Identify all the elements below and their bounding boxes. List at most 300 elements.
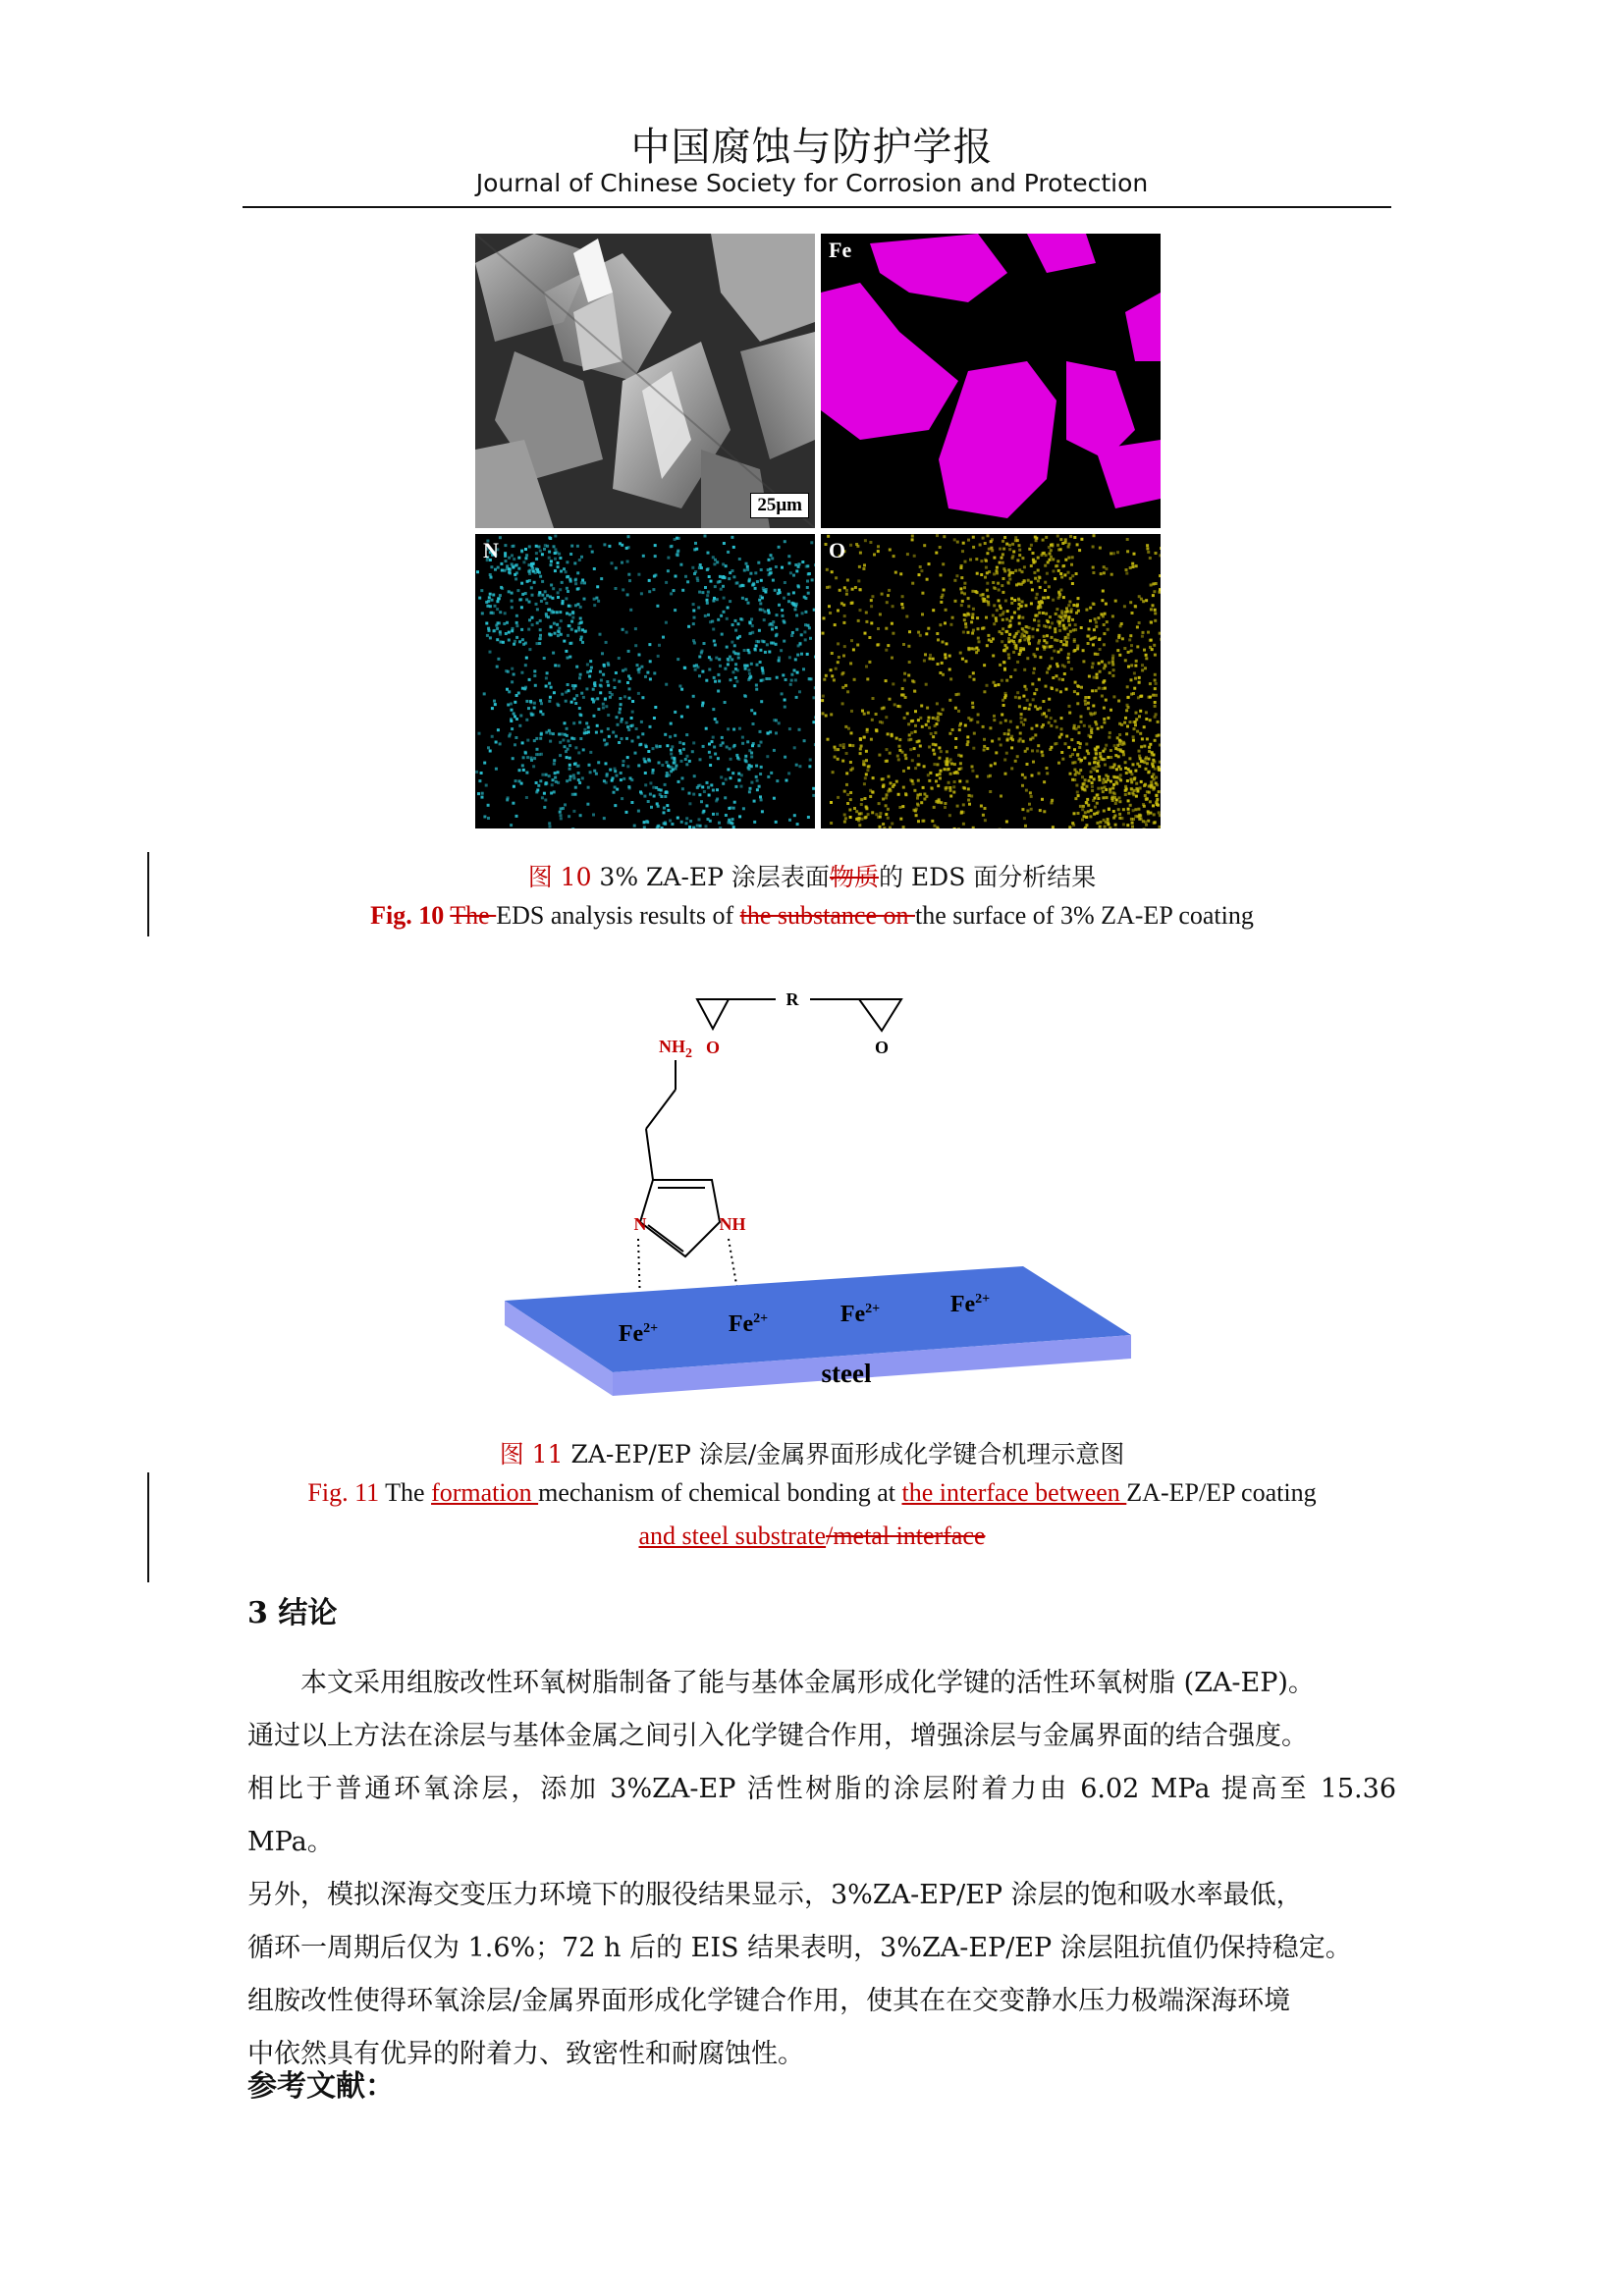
map-speckle: [497, 566, 500, 569]
map-speckle: [1093, 534, 1096, 537]
map-speckle: [556, 623, 559, 626]
map-speckle: [859, 748, 862, 751]
map-speckle: [956, 805, 959, 808]
map-speckle: [625, 631, 628, 634]
map-speckle: [1045, 536, 1048, 539]
map-speckle: [481, 792, 484, 795]
map-speckle: [983, 598, 986, 601]
map-speckle: [1145, 824, 1148, 827]
map-speckle: [890, 781, 893, 784]
map-speckle: [1061, 678, 1064, 681]
map-speckle: [541, 553, 544, 556]
map-speckle: [522, 561, 525, 563]
map-speckle: [502, 641, 505, 644]
map-speckle: [993, 681, 996, 684]
map-speckle: [1157, 721, 1160, 723]
map-speckle: [738, 727, 741, 730]
map-speckle: [515, 636, 518, 639]
map-speckle: [664, 783, 667, 786]
map-speckle: [512, 802, 514, 805]
map-speckle: [560, 633, 563, 636]
map-speckle: [1039, 586, 1042, 589]
map-speckle: [893, 703, 896, 706]
map-speckle: [737, 653, 740, 656]
map-speckle: [559, 754, 562, 757]
map-speckle: [1093, 797, 1096, 800]
map-speckle: [959, 767, 962, 770]
map-speckle: [1131, 826, 1134, 828]
map-speckle: [630, 717, 633, 720]
map-speckle: [1077, 597, 1080, 600]
map-speckle: [759, 609, 762, 612]
map-speckle: [561, 732, 564, 735]
map-speckle: [1095, 766, 1098, 769]
map-speckle: [533, 702, 536, 705]
map-speckle: [731, 536, 733, 539]
map-speckle: [1134, 665, 1137, 667]
map-speckle: [595, 597, 598, 600]
map-speckle: [513, 673, 515, 676]
map-speckle: [593, 715, 596, 718]
map-speckle: [541, 594, 544, 597]
map-speckle: [521, 741, 524, 744]
map-speckle: [558, 665, 561, 667]
map-speckle: [574, 793, 577, 796]
map-speckle: [1091, 789, 1094, 792]
map-speckle: [1124, 761, 1127, 764]
map-speckle: [593, 567, 596, 570]
bonding-mechanism-diagram: [471, 972, 1159, 1423]
map-speckle: [568, 768, 571, 771]
map-speckle: [798, 690, 801, 693]
map-speckle: [936, 702, 939, 705]
map-speckle: [803, 739, 806, 742]
map-speckle: [1067, 571, 1070, 574]
map-speckle: [669, 735, 672, 738]
map-speckle: [1037, 557, 1040, 560]
map-speckle: [572, 687, 575, 690]
map-speckle: [712, 736, 715, 739]
map-speckle: [865, 750, 868, 753]
map-speckle: [1016, 755, 1019, 758]
map-speckle: [649, 781, 652, 784]
map-speckle: [775, 731, 778, 734]
map-speckle: [846, 793, 849, 796]
map-speckle: [565, 691, 568, 694]
map-speckle: [593, 770, 596, 773]
sem-image: [475, 234, 815, 528]
map-speckle: [1127, 812, 1130, 815]
map-speckle: [915, 808, 918, 811]
map-speckle: [525, 554, 528, 557]
map-speckle: [1092, 546, 1095, 549]
map-speckle: [574, 604, 577, 607]
map-speckle: [1141, 760, 1144, 763]
map-speckle: [1087, 804, 1090, 807]
map-speckle: [698, 591, 701, 594]
map-speckle: [620, 772, 623, 774]
map-speckle: [1059, 572, 1062, 575]
map-speckle: [552, 732, 555, 735]
map-speckle: [513, 643, 515, 646]
map-speckle: [704, 535, 707, 538]
map-speckle: [1058, 624, 1061, 627]
map-speckle: [722, 782, 725, 785]
map-speckle: [964, 614, 967, 617]
map-speckle: [1116, 744, 1119, 747]
map-speckle: [1137, 808, 1140, 811]
map-speckle: [585, 721, 588, 724]
map-speckle: [554, 558, 557, 561]
map-speckle: [1005, 630, 1008, 633]
map-speckle: [1047, 596, 1050, 599]
map-speckle: [1059, 648, 1062, 651]
map-speckle: [628, 697, 631, 700]
map-speckle: [964, 622, 967, 625]
map-speckle: [951, 616, 954, 619]
map-speckle: [638, 654, 641, 657]
map-speckle: [628, 579, 631, 582]
map-speckle: [630, 801, 633, 804]
map-speckle: [1030, 564, 1033, 567]
map-speckle: [1154, 687, 1157, 690]
map-speckle: [478, 779, 481, 782]
map-speckle: [550, 560, 553, 562]
map-speckle: [967, 539, 970, 542]
map-speckle: [1109, 791, 1111, 794]
map-speckle: [966, 743, 969, 746]
map-speckle: [761, 810, 764, 813]
map-speckle: [720, 775, 723, 778]
map-speckle: [524, 686, 527, 689]
map-speckle: [1118, 800, 1121, 803]
map-speckle: [1004, 692, 1007, 695]
map-speckle: [533, 581, 536, 584]
map-speckle: [814, 743, 815, 746]
map-speckle: [750, 752, 753, 755]
map-speckle: [670, 748, 673, 751]
map-speckle: [750, 756, 753, 759]
map-speckle: [1091, 689, 1094, 692]
conclusion-line-5: 循环一周期后仅为 1.6%；72 h 后的 EIS 结果表明，3%ZA-EP/EP 涂层阻抗值仍保持稳定。: [247, 1933, 1352, 1963]
map-speckle: [1026, 625, 1029, 628]
map-speckle: [739, 585, 742, 588]
map-speckle: [773, 719, 776, 721]
map-speckle: [697, 784, 700, 787]
map-speckle: [761, 640, 764, 643]
map-speckle: [685, 817, 688, 820]
map-speckle: [993, 557, 996, 560]
map-speckle: [986, 747, 989, 750]
map-speckle: [907, 767, 910, 770]
map-speckle: [1113, 796, 1116, 799]
map-speckle: [1149, 646, 1152, 649]
map-speckle: [814, 656, 815, 659]
map-speckle: [1055, 613, 1057, 615]
map-speckle: [626, 725, 629, 728]
map-speckle: [1078, 746, 1081, 749]
map-speckle: [546, 671, 549, 674]
map-speckle: [511, 606, 514, 609]
map-speckle: [566, 727, 568, 730]
map-speckle: [1041, 601, 1044, 604]
map-speckle: [628, 687, 631, 690]
map-speckle: [885, 796, 888, 799]
map-speckle: [722, 575, 725, 578]
map-speckle: [949, 758, 952, 761]
map-speckle: [882, 823, 885, 826]
map-speckle: [1066, 636, 1069, 639]
map-speckle: [665, 683, 668, 686]
map-speckle: [602, 707, 605, 710]
map-speckle: [868, 661, 871, 664]
map-speckle: [907, 674, 910, 677]
map-speckle: [966, 735, 969, 738]
map-speckle: [561, 602, 564, 605]
map-speckle: [620, 778, 623, 781]
map-speckle: [1060, 727, 1063, 730]
map-speckle: [1088, 762, 1091, 765]
map-speckle: [794, 608, 797, 611]
map-speckle: [972, 747, 975, 750]
map-speckle: [952, 791, 955, 794]
map-speckle: [1028, 708, 1031, 711]
map-speckle: [915, 814, 918, 817]
map-speckle: [733, 744, 736, 747]
map-speckle: [489, 593, 492, 596]
map-speckle: [798, 728, 801, 731]
map-speckle: [1068, 705, 1071, 708]
map-speckle: [1126, 725, 1129, 728]
map-speckle: [731, 658, 733, 661]
map-speckle: [1143, 649, 1146, 652]
map-speckle: [1004, 773, 1007, 775]
map-speckle: [605, 762, 608, 765]
map-speckle: [511, 667, 514, 670]
map-speckle: [1107, 717, 1110, 720]
map-speckle: [1159, 591, 1162, 594]
map-speckle: [758, 744, 761, 747]
map-speckle: [953, 579, 956, 582]
map-speckle: [1154, 619, 1157, 622]
map-speckle: [901, 693, 904, 696]
map-speckle: [1145, 718, 1148, 721]
map-speckle: [1103, 565, 1106, 568]
map-speckle: [1056, 639, 1059, 642]
map-speckle: [748, 579, 751, 582]
map-speckle: [706, 599, 709, 602]
map-speckle: [925, 723, 928, 726]
map-speckle: [960, 812, 963, 815]
map-speckle: [1146, 737, 1149, 740]
map-speckle: [921, 592, 924, 595]
map-speckle: [840, 602, 843, 605]
map-speckle: [1147, 810, 1150, 813]
map-speckle: [862, 736, 865, 739]
map-speckle: [1099, 670, 1102, 673]
map-speckle: [654, 574, 657, 577]
map-speckle: [1085, 824, 1088, 827]
map-speckle: [539, 628, 542, 631]
map-speckle: [1107, 756, 1110, 759]
map-speckle: [1087, 752, 1090, 755]
map-speckle: [726, 646, 729, 649]
map-speckle: [945, 657, 947, 660]
map-speckle: [1124, 659, 1127, 662]
map-speckle: [613, 678, 616, 681]
map-speckle: [806, 580, 809, 583]
map-speckle: [701, 785, 704, 788]
map-speckle: [939, 623, 942, 626]
map-speckle: [744, 760, 747, 763]
map-speckle: [1001, 584, 1003, 587]
map-speckle: [565, 570, 568, 573]
map-speckle: [877, 550, 880, 553]
map-speckle: [904, 754, 907, 757]
map-speckle: [1065, 735, 1068, 738]
map-speckle: [948, 655, 951, 658]
map-speckle: [858, 565, 861, 568]
map-speckle: [552, 778, 555, 781]
map-speckle: [602, 673, 605, 676]
map-speckle: [954, 746, 957, 749]
map-speckle: [720, 614, 723, 617]
map-speckle: [674, 711, 677, 714]
map-speckle: [975, 558, 978, 561]
map-speckle: [567, 739, 569, 742]
map-speckle: [784, 540, 786, 543]
map-speckle: [531, 566, 534, 569]
conclusion-body: [247, 1657, 1396, 2081]
map-speckle: [971, 590, 974, 593]
map-speckle: [1010, 602, 1013, 605]
map-speckle: [1119, 624, 1122, 627]
map-speckle: [1043, 810, 1046, 813]
map-speckle: [708, 743, 711, 746]
map-speckle: [1138, 681, 1141, 684]
map-speckle: [1062, 643, 1065, 646]
map-speckle: [760, 579, 763, 582]
map-speckle: [1143, 805, 1146, 808]
map-speckle: [1102, 590, 1105, 593]
map-speckle: [1145, 657, 1148, 660]
map-speckle: [1036, 593, 1039, 596]
map-speckle: [576, 588, 579, 591]
map-speckle: [1001, 632, 1003, 635]
map-speckle: [628, 677, 631, 680]
map-speckle: [722, 585, 725, 588]
map-speckle: [1119, 774, 1122, 776]
map-speckle: [933, 753, 936, 756]
map-speckle: [1106, 796, 1109, 799]
map-speckle: [512, 566, 514, 569]
map-speckle: [1048, 546, 1051, 549]
map-speckle: [567, 634, 569, 637]
map-speckle: [548, 729, 551, 732]
map-speckle: [515, 621, 518, 624]
map-speckle: [1118, 796, 1121, 799]
map-speckle: [1129, 721, 1132, 723]
map-speckle: [967, 787, 970, 790]
o-map-panel: [821, 534, 1161, 828]
map-speckle: [719, 575, 722, 578]
map-speckle: [648, 590, 651, 593]
map-speckle: [1125, 772, 1128, 774]
map-speckle: [1094, 653, 1097, 656]
map-speckle: [1021, 784, 1024, 787]
map-speckle: [754, 571, 757, 574]
map-speckle: [940, 713, 943, 716]
map-speckle: [970, 620, 973, 623]
map-speckle: [1133, 721, 1136, 723]
map-speckle: [1042, 723, 1045, 726]
map-speckle: [797, 565, 800, 568]
map-speckle: [643, 758, 646, 761]
map-speckle: [892, 605, 894, 608]
map-speckle: [1062, 627, 1065, 630]
map-speckle: [1098, 765, 1101, 768]
map-speckle: [1067, 615, 1070, 618]
conclusion-line-2: 通过以上方法在涂层与基体金属之间引入化学键合作用，增强涂层与金属界面的结合强度。: [247, 1721, 1308, 1751]
map-speckle: [837, 661, 839, 664]
map-speckle: [812, 794, 815, 797]
map-speckle: [1069, 535, 1072, 538]
map-speckle: [581, 641, 584, 644]
map-speckle: [1093, 676, 1096, 679]
steel-label: steel: [821, 1359, 872, 1388]
map-speckle: [1009, 737, 1012, 740]
map-speckle: [865, 666, 868, 668]
map-speckle: [864, 817, 867, 820]
map-speckle: [589, 751, 592, 754]
map-speckle: [566, 561, 568, 563]
map-speckle: [1076, 543, 1079, 546]
journal-title-cn: 中国腐蚀与防护学报: [630, 125, 994, 170]
map-speckle: [714, 680, 717, 683]
map-speckle: [999, 561, 1001, 564]
map-speckle: [1050, 556, 1053, 559]
map-speckle: [927, 720, 930, 722]
map-speckle: [962, 542, 965, 545]
map-speckle: [576, 765, 579, 768]
map-speckle: [1127, 799, 1130, 802]
map-speckle: [1103, 571, 1106, 574]
map-speckle: [982, 814, 985, 817]
map-speckle: [911, 535, 914, 538]
map-speckle: [1008, 544, 1011, 547]
map-speckle: [525, 772, 528, 774]
map-speckle: [1067, 543, 1070, 546]
map-speckle: [976, 721, 979, 723]
map-speckle: [1146, 790, 1149, 793]
map-speckle: [548, 551, 551, 554]
map-speckle: [1067, 746, 1070, 749]
map-speckle: [1102, 614, 1105, 617]
map-speckle: [1008, 619, 1011, 622]
map-speckle: [1103, 819, 1106, 822]
map-speckle: [504, 552, 507, 555]
n-map: [475, 534, 815, 828]
map-speckle: [615, 587, 618, 590]
map-speckle: [781, 609, 784, 612]
map-speckle: [750, 617, 753, 620]
map-speckle: [896, 705, 899, 708]
map-speckle: [829, 612, 832, 614]
map-speckle: [1129, 566, 1132, 569]
map-speckle: [1076, 791, 1079, 794]
map-speckle: [689, 820, 692, 823]
map-speckle: [984, 576, 987, 579]
